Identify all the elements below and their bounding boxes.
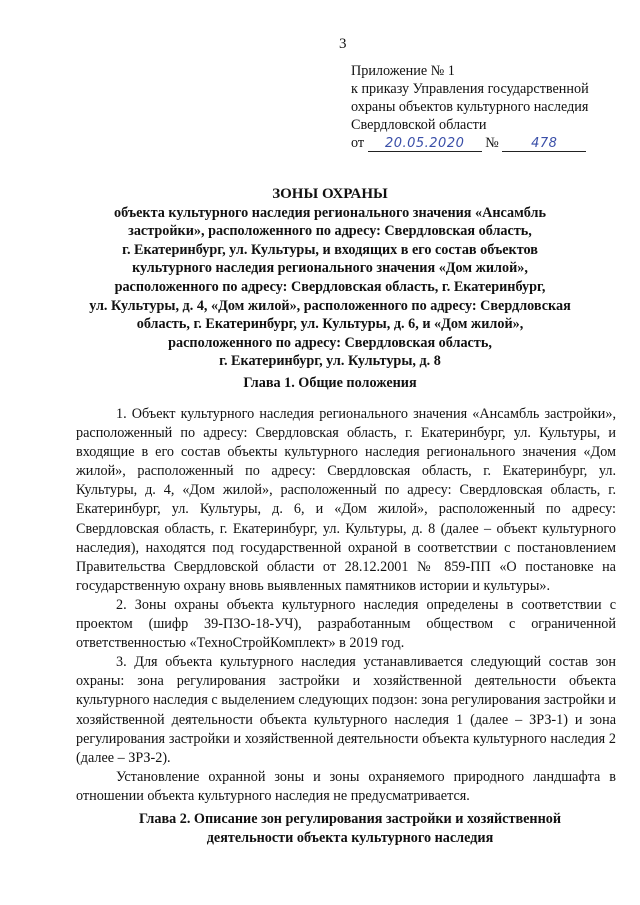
title-line: культурного наследия регионального значения «Дом жилой», <box>132 260 528 277</box>
title-line: г. Екатеринбург, ул. Культуры, д. 8 <box>219 353 441 370</box>
title-line: объекта культурного наследия регионального значения «Ансамбль <box>114 204 546 221</box>
title-main: ЗОНЫ ОХРАНЫ <box>272 186 388 202</box>
number-field <box>502 136 586 152</box>
attachment-line: Приложение № 1 <box>351 63 455 79</box>
paragraph: 3. Для объекта культурного наследия устанавливается следующий состав зон охраны: зона регулирования застройки и хозяйственной деятельности объекта культурного наследия с выделением следующих подзон: зона регулирования застройки и хозяйственной деятельности объекта культурного наследия 1 (далее – ЗРЗ-1) и зона регулирования застройки и хозяйственной деятельности объекта культурного наследия 2 (далее – ЗРЗ-2). <box>76 654 616 766</box>
attachment-date-line <box>351 134 631 152</box>
body-text <box>76 405 616 806</box>
title-line: расположенного по адресу: Свердловская область, <box>168 334 492 351</box>
paragraph: 1. Объект культурного наследия регионального значения «Ансамбль застройки», расположенный по адресу: Свердловская область, г. Екатеринбург, ул. Культуры, и входящие в его состав объекты культурного наследия регионального значения «Дом жилой», расположенный по адресу: Свердловская область, г. Екатеринбург, ул. Культуры, д. 4, «Дом жилой», расположенный по адресу: Свердловская область, г. Екатеринбург, ул. Культуры, д. 6, и «Дом жилой», расположенный по адресу: Свердловская область, г. Екатеринбург, ул. Культуры, д. 8 (далее – объект культурного наследия), находятся под государственной охраной в соответствии с постановлением Правительства Свердловской области от 28.12.2001 № 859-ПП «О постановке на государственную охрану вновь выявленных памятников истории и культуры». <box>76 406 616 594</box>
title-line: ул. Культуры, д. 4, «Дом жилой», расположенного по адресу: Свердловская <box>89 297 571 314</box>
title-line: область, г. Екатеринбург, ул. Культуры, д. 6, и «Дом жилой», <box>136 316 524 333</box>
chapter-2-line: деятельности объекта культурного наследия <box>206 830 494 846</box>
title-line: расположенного по адресу: Свердловская область, г. Екатеринбург, <box>114 278 546 295</box>
chapter-2-heading <box>90 810 610 848</box>
title-line: г. Екатеринбург, ул. Культуры, и входящих в его состав объектов <box>122 241 538 258</box>
paragraph: Установление охранной зоны и зоны охраняемого природного ландшафта в отношении объекта культурного наследия не предусматривается. <box>76 768 616 804</box>
handwritten-date: 20.05.2020 <box>384 136 465 151</box>
number-prefix: № <box>485 135 499 151</box>
attachment-line: охраны объектов культурного наследия <box>351 99 589 115</box>
attachment-line: Свердловской области <box>351 117 487 133</box>
attachment-line: к приказу Управления государственной <box>351 81 589 97</box>
paragraph: 2. Зоны охраны объекта культурного наследия определены в соответствии с проектом (шифр 39-ПЗО-18-УЧ), разработанным обществом с ограниченной ответственностью «ТехноСтройКомплект» в 2019 год. <box>76 596 616 652</box>
document-title <box>70 185 590 371</box>
attachment-block <box>351 62 631 152</box>
title-line: застройки», расположенного по адресу: Свердловская область, <box>128 223 532 240</box>
date-field <box>368 136 482 152</box>
date-prefix: от <box>351 135 365 151</box>
chapter-2-line: Глава 2. Описание зон регулирования застройки и хозяйственной <box>138 811 562 827</box>
handwritten-number: 478 <box>531 136 558 151</box>
page-number: 3 <box>339 36 347 52</box>
chapter-1-heading: Глава 1. Общие положения <box>243 375 417 391</box>
